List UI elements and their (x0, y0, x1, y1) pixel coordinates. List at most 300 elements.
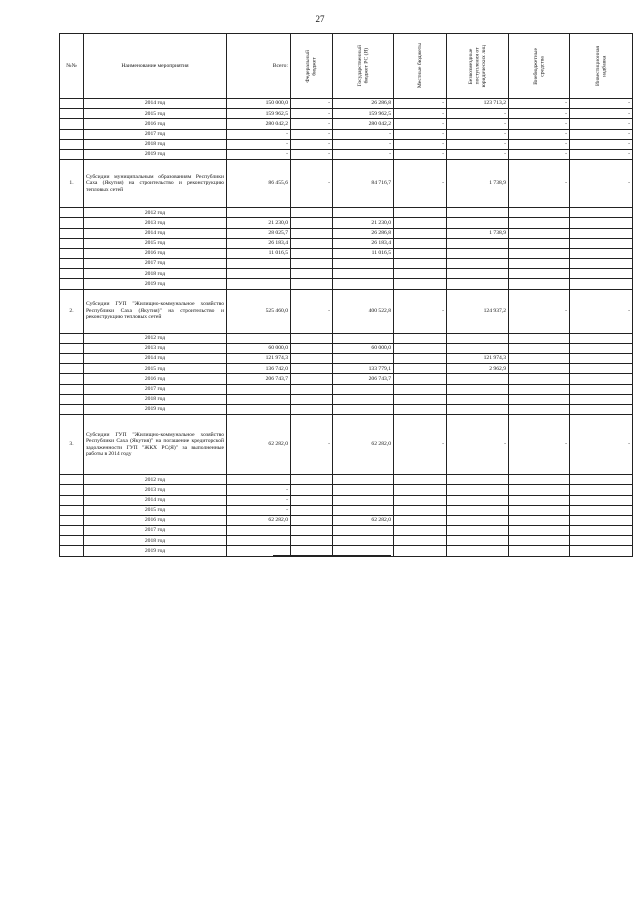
cell-activity-name: 2017 год (84, 129, 227, 139)
cell-federal-budget: - (291, 119, 333, 129)
table-row-year (60, 515, 633, 525)
cell-state-budget (333, 495, 394, 505)
cell-federal-budget (291, 259, 333, 269)
cell-state-budget (333, 404, 394, 414)
cell-local-budgets (394, 228, 447, 238)
cell-investment-surcharge (570, 536, 633, 546)
cell-investment-surcharge (570, 404, 633, 414)
cell-total (227, 394, 291, 404)
cell-federal-budget (291, 374, 333, 384)
cell-extra-budget-funds (509, 248, 570, 258)
cell-total (227, 259, 291, 269)
cell-investment-surcharge (570, 546, 633, 556)
bottom-rule (273, 555, 391, 556)
cell-activity-name: 2017 год (84, 526, 227, 536)
header-activity-name: Наименование мероприятия (84, 34, 227, 99)
cell-total (227, 475, 291, 485)
cell-activity-name: 2019 год (84, 404, 227, 414)
cell-state-budget: 11 016,5 (333, 248, 394, 258)
cell-federal-budget: - (291, 160, 333, 208)
cell-federal-budget (291, 384, 333, 394)
cell-activity-name: 2013 год (84, 485, 227, 495)
cell-total (227, 208, 291, 218)
cell-state-budget (333, 333, 394, 343)
cell-federal-budget (291, 248, 333, 258)
cell-total: 159 962,5 (227, 109, 291, 119)
cell-state-budget: 280 042,2 (333, 119, 394, 129)
cell-federal-budget (291, 404, 333, 414)
cell-investment-surcharge (570, 394, 633, 404)
cell-activity-name: 2014 год (84, 354, 227, 364)
cell-federal-budget (291, 364, 333, 374)
cell-activity-name: 2016 год (84, 119, 227, 129)
header-extra-budget-funds: Внебюджетные средства (509, 34, 570, 99)
cell-legal-entity-grants: 121 974,3 (447, 354, 509, 364)
cell-activity-name: 2019 год (84, 546, 227, 556)
table-row-year (60, 228, 633, 238)
cell-investment-surcharge: - (570, 99, 633, 109)
cell-number (60, 208, 84, 218)
table-row-year (60, 129, 633, 139)
cell-legal-entity-grants (447, 536, 509, 546)
cell-total: - (227, 149, 291, 159)
cell-investment-surcharge (570, 259, 633, 269)
cell-local-budgets: - (394, 149, 447, 159)
cell-investment-surcharge (570, 218, 633, 228)
table-row-year (60, 404, 633, 414)
cell-total: 26 183,4 (227, 238, 291, 248)
cell-total: 280 042,2 (227, 119, 291, 129)
table-row-year (60, 333, 633, 343)
cell-extra-budget-funds (509, 505, 570, 515)
cell-total: 62 282,0 (227, 515, 291, 525)
cell-investment-surcharge (570, 238, 633, 248)
cell-legal-entity-grants (447, 259, 509, 269)
cell-investment-surcharge (570, 248, 633, 258)
cell-federal-budget: - (291, 99, 333, 109)
cell-legal-entity-grants (447, 546, 509, 556)
cell-number (60, 526, 84, 536)
cell-number (60, 505, 84, 515)
cell-investment-surcharge (570, 384, 633, 394)
cell-federal-budget (291, 505, 333, 515)
cell-state-budget (333, 208, 394, 218)
cell-activity-name: 2014 год (84, 99, 227, 109)
cell-extra-budget-funds (509, 354, 570, 364)
cell-federal-budget (291, 536, 333, 546)
cell-legal-entity-grants (447, 394, 509, 404)
cell-number (60, 218, 84, 228)
cell-extra-budget-funds (509, 384, 570, 394)
cell-total: - (227, 505, 291, 515)
cell-number: 3. (60, 415, 84, 475)
cell-activity-name: 2013 год (84, 343, 227, 353)
cell-number (60, 228, 84, 238)
page-number: 27 (315, 14, 325, 24)
cell-number (60, 259, 84, 269)
cell-number: 2. (60, 289, 84, 333)
cell-legal-entity-grants (447, 208, 509, 218)
table-row-year (60, 505, 633, 515)
cell-state-budget: 62 282,0 (333, 415, 394, 475)
cell-total: 206 743,7 (227, 374, 291, 384)
cell-federal-budget (291, 208, 333, 218)
cell-local-budgets (394, 394, 447, 404)
cell-federal-budget (291, 279, 333, 289)
cell-state-budget (333, 354, 394, 364)
cell-total: - (227, 129, 291, 139)
cell-total: 11 016,5 (227, 248, 291, 258)
cell-state-budget (333, 536, 394, 546)
cell-investment-surcharge (570, 374, 633, 384)
cell-local-budgets (394, 354, 447, 364)
cell-legal-entity-grants (447, 343, 509, 353)
table-row-year (60, 485, 633, 495)
cell-number (60, 495, 84, 505)
cell-legal-entity-grants (447, 526, 509, 536)
cell-state-budget (333, 384, 394, 394)
cell-state-budget: - (333, 149, 394, 159)
cell-activity-name: 2012 год (84, 333, 227, 343)
cell-number: 1. (60, 160, 84, 208)
table-row-activity (60, 160, 633, 208)
cell-number (60, 404, 84, 414)
cell-extra-budget-funds: - (509, 149, 570, 159)
cell-federal-budget: - (291, 415, 333, 475)
cell-activity-name: 2016 год (84, 248, 227, 258)
cell-local-budgets: - (394, 160, 447, 208)
cell-legal-entity-grants: - (447, 119, 509, 129)
cell-number (60, 384, 84, 394)
cell-investment-surcharge (570, 475, 633, 485)
cell-extra-budget-funds: - (509, 139, 570, 149)
cell-investment-surcharge (570, 526, 633, 536)
cell-activity-name: 2019 год (84, 279, 227, 289)
cell-federal-budget (291, 343, 333, 353)
cell-local-budgets (394, 208, 447, 218)
cell-investment-surcharge (570, 515, 633, 525)
cell-federal-budget (291, 475, 333, 485)
cell-number (60, 536, 84, 546)
cell-total (227, 536, 291, 546)
table-row-year (60, 269, 633, 279)
cell-activity-name: 2015 год (84, 109, 227, 119)
cell-state-budget: 62 282,0 (333, 515, 394, 525)
cell-total: 62 282,0 (227, 415, 291, 475)
cell-local-budgets (394, 404, 447, 414)
cell-state-budget: 206 743,7 (333, 374, 394, 384)
cell-activity-name: 2016 год (84, 374, 227, 384)
cell-local-budgets (394, 259, 447, 269)
cell-legal-entity-grants (447, 404, 509, 414)
cell-federal-budget (291, 485, 333, 495)
cell-extra-budget-funds (509, 238, 570, 248)
cell-state-budget: 159 962,5 (333, 109, 394, 119)
cell-legal-entity-grants (447, 279, 509, 289)
cell-legal-entity-grants: 124 937,2 (447, 289, 509, 333)
table-header-row (60, 34, 633, 99)
cell-total: - (227, 139, 291, 149)
cell-extra-budget-funds (509, 495, 570, 505)
cell-extra-budget-funds (509, 526, 570, 536)
cell-legal-entity-grants (447, 333, 509, 343)
cell-extra-budget-funds: - (509, 109, 570, 119)
cell-local-budgets (394, 526, 447, 536)
cell-local-budgets (394, 343, 447, 353)
cell-total: - (227, 495, 291, 505)
cell-local-budgets: - (394, 289, 447, 333)
cell-activity-name: 2019 год (84, 149, 227, 159)
cell-local-budgets (394, 495, 447, 505)
cell-total: - (227, 485, 291, 495)
cell-extra-budget-funds: - (509, 99, 570, 109)
table-row-year (60, 475, 633, 485)
cell-number (60, 129, 84, 139)
cell-number (60, 394, 84, 404)
cell-activity-name: 2013 год (84, 218, 227, 228)
cell-investment-surcharge: - (570, 129, 633, 139)
cell-legal-entity-grants (447, 495, 509, 505)
cell-federal-budget: - (291, 109, 333, 119)
cell-local-budgets: - (394, 415, 447, 475)
cell-number (60, 364, 84, 374)
cell-legal-entity-grants (447, 238, 509, 248)
cell-activity-name: 2012 год (84, 475, 227, 485)
table-row-year (60, 536, 633, 546)
cell-federal-budget (291, 228, 333, 238)
cell-extra-budget-funds (509, 259, 570, 269)
cell-activity-name: 2018 год (84, 394, 227, 404)
table-row-year (60, 238, 633, 248)
cell-federal-budget (291, 515, 333, 525)
cell-number (60, 238, 84, 248)
table-row-year (60, 248, 633, 258)
header-investment-surcharge: Инвестиционная надбавка (570, 34, 633, 99)
cell-investment-surcharge: - (570, 415, 633, 475)
cell-total: 86 455,6 (227, 160, 291, 208)
cell-extra-budget-funds: - (509, 160, 570, 208)
cell-state-budget (333, 259, 394, 269)
cell-local-budgets (394, 515, 447, 525)
table-row-activity (60, 415, 633, 475)
cell-extra-budget-funds (509, 269, 570, 279)
cell-extra-budget-funds (509, 404, 570, 414)
cell-activity-name: 2015 год (84, 238, 227, 248)
cell-local-budgets (394, 505, 447, 515)
cell-investment-surcharge: - (570, 109, 633, 119)
table-row-year (60, 218, 633, 228)
cell-activity-name: 2016 год (84, 515, 227, 525)
cell-federal-budget (291, 526, 333, 536)
cell-local-budgets (394, 485, 447, 495)
cell-total: 28 025,7 (227, 228, 291, 238)
cell-total: 60 000,0 (227, 343, 291, 353)
cell-number (60, 99, 84, 109)
cell-federal-budget (291, 269, 333, 279)
cell-state-budget: - (333, 129, 394, 139)
cell-number (60, 354, 84, 364)
cell-state-budget: 84 716,7 (333, 160, 394, 208)
cell-local-budgets: - (394, 129, 447, 139)
cell-state-budget: - (333, 139, 394, 149)
cell-extra-budget-funds (509, 364, 570, 374)
cell-legal-entity-grants (447, 374, 509, 384)
table-row-year (60, 526, 633, 536)
cell-activity-name: 2017 год (84, 259, 227, 269)
table-row-year (60, 384, 633, 394)
cell-federal-budget: - (291, 289, 333, 333)
cell-number (60, 546, 84, 556)
cell-local-budgets: - (394, 139, 447, 149)
cell-number (60, 515, 84, 525)
cell-total: 136 742,0 (227, 364, 291, 374)
cell-state-budget (333, 505, 394, 515)
table-body (60, 99, 633, 557)
cell-legal-entity-grants (447, 384, 509, 394)
cell-legal-entity-grants: - (447, 139, 509, 149)
cell-legal-entity-grants (447, 505, 509, 515)
cell-federal-budget: - (291, 139, 333, 149)
header-total: Всего: (227, 34, 291, 99)
cell-total (227, 279, 291, 289)
cell-extra-budget-funds (509, 228, 570, 238)
table-row-year (60, 364, 633, 374)
cell-activity-name: 2014 год (84, 228, 227, 238)
cell-local-budgets: - (394, 109, 447, 119)
table-row-year (60, 279, 633, 289)
cell-number (60, 269, 84, 279)
cell-local-budgets (394, 269, 447, 279)
cell-state-budget: 26 286,8 (333, 228, 394, 238)
table-row-year (60, 495, 633, 505)
cell-activity-name: 2018 год (84, 139, 227, 149)
cell-number (60, 333, 84, 343)
cell-number (60, 119, 84, 129)
cell-activity-name: 2012 год (84, 208, 227, 218)
budget-table (59, 33, 633, 557)
cell-legal-entity-grants: 2 962,9 (447, 364, 509, 374)
cell-state-budget (333, 526, 394, 536)
table-row-year (60, 354, 633, 364)
cell-number (60, 279, 84, 289)
cell-activity-name: 2015 год (84, 364, 227, 374)
cell-extra-budget-funds (509, 343, 570, 353)
cell-investment-surcharge: - (570, 160, 633, 208)
cell-number (60, 248, 84, 258)
cell-investment-surcharge (570, 208, 633, 218)
cell-investment-surcharge (570, 495, 633, 505)
cell-federal-budget: - (291, 149, 333, 159)
cell-state-budget: 21 230,0 (333, 218, 394, 228)
table-row-year (60, 109, 633, 119)
table-row-year (60, 149, 633, 159)
cell-state-budget (333, 485, 394, 495)
cell-state-budget: 133 779,1 (333, 364, 394, 374)
cell-extra-budget-funds (509, 485, 570, 495)
table-row-year (60, 343, 633, 353)
cell-extra-budget-funds (509, 546, 570, 556)
cell-extra-budget-funds (509, 394, 570, 404)
cell-extra-budget-funds (509, 374, 570, 384)
cell-federal-budget (291, 394, 333, 404)
table-row-year (60, 139, 633, 149)
table-row-year (60, 99, 633, 109)
cell-state-budget (333, 475, 394, 485)
cell-total (227, 333, 291, 343)
cell-total: 525 460,0 (227, 289, 291, 333)
cell-number (60, 485, 84, 495)
cell-federal-budget (291, 218, 333, 228)
cell-legal-entity-grants: 1 738,9 (447, 228, 509, 238)
table-row-year (60, 259, 633, 269)
cell-extra-budget-funds: - (509, 129, 570, 139)
cell-extra-budget-funds (509, 536, 570, 546)
cell-investment-surcharge (570, 505, 633, 515)
cell-activity-name: Субсидии ГУП "Жилищно-коммунальное хозяйство Республики Саха (Якутия)" на строительство и реконструкцию тепловых сетей (84, 289, 227, 333)
cell-legal-entity-grants: - (447, 129, 509, 139)
cell-investment-surcharge (570, 343, 633, 353)
cell-local-budgets (394, 333, 447, 343)
cell-legal-entity-grants: 1 738,9 (447, 160, 509, 208)
cell-number (60, 149, 84, 159)
cell-legal-entity-grants: 123 713,2 (447, 99, 509, 109)
cell-investment-surcharge (570, 228, 633, 238)
cell-legal-entity-grants (447, 248, 509, 258)
cell-total (227, 404, 291, 414)
cell-local-budgets (394, 238, 447, 248)
cell-extra-budget-funds: - (509, 289, 570, 333)
cell-state-budget (333, 394, 394, 404)
header-state-budget: Государственный бюджет РС (Я) (333, 34, 394, 99)
cell-activity-name: Субсидии муниципальным образованиям Республики Саха (Якутия) на строительство и реконструкцию тепловых сетей (84, 160, 227, 208)
cell-investment-surcharge (570, 485, 633, 495)
cell-activity-name: 2015 год (84, 505, 227, 515)
cell-state-budget: 60 000,0 (333, 343, 394, 353)
cell-local-budgets (394, 384, 447, 394)
cell-local-budgets (394, 536, 447, 546)
cell-total: 21 230,0 (227, 218, 291, 228)
cell-investment-surcharge: - (570, 149, 633, 159)
cell-state-budget: 400 522,8 (333, 289, 394, 333)
header-local-budgets: Местные бюджеты (394, 34, 447, 99)
cell-legal-entity-grants (447, 218, 509, 228)
cell-extra-budget-funds (509, 279, 570, 289)
cell-investment-surcharge: - (570, 119, 633, 129)
cell-number (60, 374, 84, 384)
cell-total (227, 384, 291, 394)
header-legal-entity-grants: Безвозмездные поступления от юридических лиц (447, 34, 509, 99)
cell-local-budgets (394, 248, 447, 258)
table-row-activity (60, 289, 633, 333)
cell-investment-surcharge (570, 364, 633, 374)
header-federal-budget: Федеральный бюджет (291, 34, 333, 99)
cell-legal-entity-grants: - (447, 415, 509, 475)
cell-activity-name: 2014 год (84, 495, 227, 505)
cell-extra-budget-funds: - (509, 415, 570, 475)
cell-state-budget: 26 286,8 (333, 99, 394, 109)
cell-local-budgets (394, 374, 447, 384)
cell-investment-surcharge (570, 333, 633, 343)
cell-federal-budget: - (291, 129, 333, 139)
cell-number (60, 343, 84, 353)
table-row-year (60, 394, 633, 404)
cell-legal-entity-grants: - (447, 149, 509, 159)
cell-federal-budget (291, 333, 333, 343)
cell-state-budget: 26 183,4 (333, 238, 394, 248)
cell-number (60, 139, 84, 149)
cell-extra-budget-funds (509, 208, 570, 218)
cell-activity-name: 2018 год (84, 536, 227, 546)
